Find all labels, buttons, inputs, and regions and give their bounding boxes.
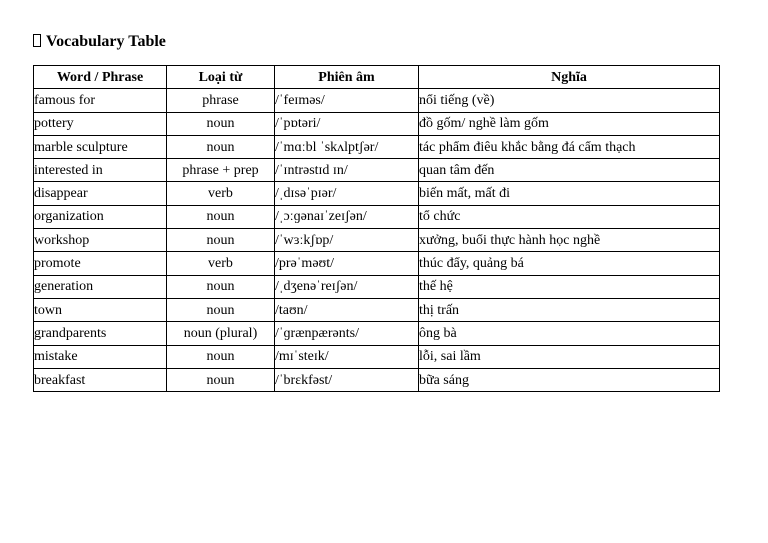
cell-type: noun [167,112,275,135]
table-row [34,345,720,368]
missing-glyph-box-icon [33,34,41,47]
table-body [34,89,720,392]
cell-pronunciation: /ˌdʒenəˈreɪʃən/ [275,275,419,298]
cell-type: noun [167,345,275,368]
table-row [34,298,720,321]
cell-meaning: ông bà [419,322,720,345]
table-row [34,275,720,298]
cell-meaning: thị trấn [419,298,720,321]
cell-pronunciation: /ˈwɜːkʃɒp/ [275,229,419,252]
column-header-pronunciation: Phiên âm [275,66,419,89]
cell-pronunciation: /ˈbrɛkfəst/ [275,368,419,391]
cell-pronunciation: /ˈɡrænpærənts/ [275,322,419,345]
table-row [34,159,720,182]
table-row [34,135,720,158]
document-title-text: Vocabulary Table [46,33,166,50]
cell-word: generation [34,275,167,298]
cell-pronunciation: /ˈɪntrəstɪd ɪn/ [275,159,419,182]
cell-word: promote [34,252,167,275]
table-row [34,229,720,252]
cell-meaning: quan tâm đến [419,159,720,182]
cell-meaning: thúc đẩy, quảng bá [419,252,720,275]
table-row [34,322,720,345]
document-title [33,32,166,52]
cell-type: phrase [167,89,275,112]
cell-type: noun [167,275,275,298]
column-header-word: Word / Phrase [34,66,167,89]
cell-meaning: tác phẩm điêu khắc bằng đá cẩm thạch [419,135,720,158]
table-row [34,182,720,205]
table-header-row [34,66,720,89]
cell-word: marble sculpture [34,135,167,158]
table-row [34,112,720,135]
cell-type: noun [167,368,275,391]
cell-type: noun (plural) [167,322,275,345]
cell-type: noun [167,205,275,228]
cell-pronunciation: /prəˈməʊt/ [275,252,419,275]
cell-word: interested in [34,159,167,182]
cell-pronunciation: /mɪˈsteɪk/ [275,345,419,368]
cell-type: phrase + prep [167,159,275,182]
cell-meaning: bữa sáng [419,368,720,391]
cell-pronunciation: /ˌɔːɡənaɪˈzeɪʃən/ [275,205,419,228]
table-row [34,89,720,112]
cell-pronunciation: /ˌdɪsəˈpɪər/ [275,182,419,205]
cell-type: noun [167,135,275,158]
table-row [34,368,720,391]
cell-type: noun [167,229,275,252]
cell-meaning: tổ chức [419,205,720,228]
cell-word: mistake [34,345,167,368]
cell-word: famous for [34,89,167,112]
cell-word: grandparents [34,322,167,345]
cell-word: disappear [34,182,167,205]
cell-pronunciation: /ˈmɑːbl ˈskʌlptʃər/ [275,135,419,158]
column-header-meaning: Nghĩa [419,66,720,89]
cell-meaning: biến mất, mất đi [419,182,720,205]
cell-word: pottery [34,112,167,135]
cell-type: verb [167,252,275,275]
cell-pronunciation: /ˈfeɪməs/ [275,89,419,112]
cell-type: verb [167,182,275,205]
vocabulary-table [33,65,720,392]
cell-pronunciation: /ˈpɒtəri/ [275,112,419,135]
cell-meaning: lỗi, sai lầm [419,345,720,368]
cell-word: workshop [34,229,167,252]
cell-meaning: thế hệ [419,275,720,298]
cell-meaning: đồ gốm/ nghề làm gốm [419,112,720,135]
cell-word: organization [34,205,167,228]
table-row [34,205,720,228]
column-header-type: Loại từ [167,66,275,89]
cell-meaning: xưởng, buổi thực hành học nghề [419,229,720,252]
cell-pronunciation: /taʊn/ [275,298,419,321]
cell-type: noun [167,298,275,321]
cell-meaning: nổi tiếng (về) [419,89,720,112]
table-row [34,252,720,275]
cell-word: breakfast [34,368,167,391]
cell-word: town [34,298,167,321]
